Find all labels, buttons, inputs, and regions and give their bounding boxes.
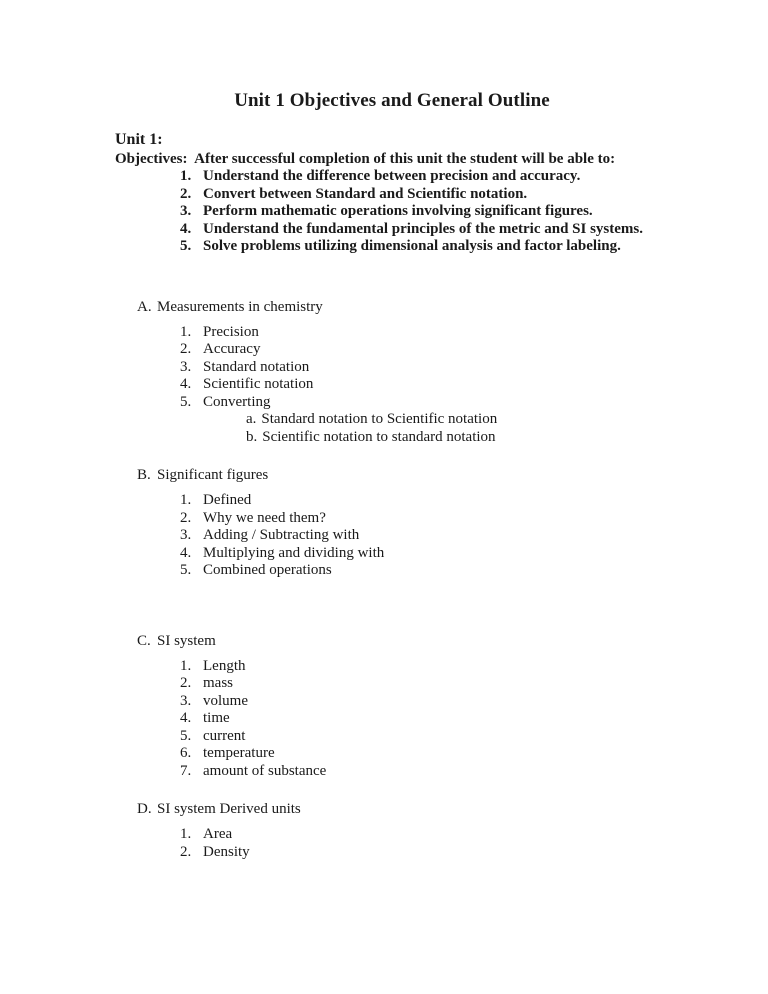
objective-number: 2. (180, 185, 192, 202)
section-label: A. (137, 298, 152, 315)
section-items (115, 492, 688, 580)
objective-item (115, 238, 688, 256)
item-text: temperature (203, 745, 275, 761)
item-number: 5. (180, 393, 192, 410)
outline-item (115, 359, 688, 377)
section-title: SI system Derived units (157, 801, 301, 817)
outline-item (115, 728, 688, 746)
subitem-letter: a. (246, 411, 257, 427)
subitem-text: Scientific notation to standard notation (262, 428, 496, 445)
objective-text: Perform mathematic operations involving significant figures. (203, 203, 593, 219)
item-number: 4. (180, 376, 192, 392)
subitem-text: Standard notation to Scientific notation (261, 411, 498, 427)
item-text: Accuracy (203, 341, 261, 357)
item-text: Standard notation (203, 358, 310, 375)
item-number: 2. (180, 843, 192, 860)
outline-section-a (115, 298, 688, 447)
item-text: Length (203, 657, 246, 674)
outline-item (115, 763, 688, 781)
section-heading (115, 632, 688, 650)
item-text: Adding / Subtracting with (203, 527, 360, 543)
item-text: time (203, 710, 230, 726)
section-title: Measurements in chemistry (157, 298, 323, 315)
item-number: 1. (180, 323, 192, 340)
outline-item (115, 658, 688, 676)
item-text: volume (203, 692, 248, 709)
outline-item (115, 562, 688, 580)
outline-item (115, 675, 688, 693)
outline-subitem (246, 429, 688, 447)
section-heading (115, 800, 688, 818)
outline-item (115, 510, 688, 528)
item-number: 4. (180, 544, 192, 561)
objectives-intro: Objectives: After successful completion of this unit the student will be able to: (115, 151, 616, 167)
item-number: 2. (180, 509, 192, 526)
item-text: amount of substance (203, 762, 327, 779)
subitem-letter: b. (246, 428, 258, 445)
unit-heading: Unit 1: (115, 131, 163, 148)
outline-item (115, 826, 688, 844)
section-label: D. (137, 801, 152, 817)
item-number: 4. (180, 710, 192, 726)
objective-item (115, 186, 688, 204)
section-title: SI system (157, 632, 216, 649)
outline-section-c (115, 632, 688, 781)
item-text: mass (203, 675, 233, 691)
item-text: Precision (203, 323, 259, 340)
objective-text: Understand the fundamental principles of the metric and SI systems. (203, 220, 644, 237)
item-text: Why we need them? (203, 509, 326, 526)
outline-subitem (246, 411, 688, 429)
outline-item (115, 693, 688, 711)
item-text: Area (203, 826, 233, 842)
outline-item (115, 745, 688, 763)
section-heading (115, 466, 688, 484)
objectives-list (115, 168, 688, 256)
outline-item (115, 527, 688, 545)
section-items (115, 324, 688, 447)
item-text: Scientific notation (203, 376, 314, 392)
section-items (115, 826, 688, 861)
item-number: 1. (180, 657, 192, 674)
objective-number: 1. (180, 168, 192, 184)
item-number: 3. (180, 692, 192, 709)
objective-text: Solve problems utilizing dimensional analysis and factor labeling. (203, 238, 621, 254)
objective-number: 3. (180, 203, 192, 219)
item-text: Multiplying and dividing with (203, 544, 385, 561)
item-number: 5. (180, 562, 192, 578)
item-text: Converting (203, 393, 271, 410)
outline-item (115, 341, 688, 359)
item-text: Density (203, 843, 250, 860)
section-label: B. (137, 467, 151, 483)
section-heading (115, 298, 688, 316)
item-number: 7. (180, 762, 192, 779)
item-text: current (203, 727, 246, 744)
outline-item (115, 394, 688, 412)
item-number: 6. (180, 745, 192, 761)
item-number: 3. (180, 358, 192, 375)
page-title: Unit 1 Objectives and General Outline (234, 90, 550, 111)
outline-item (115, 844, 688, 862)
item-number: 1. (180, 826, 192, 842)
outline-section-d (115, 800, 688, 861)
objective-text: Understand the difference between precision and accuracy. (203, 168, 581, 184)
objective-text: Convert between Standard and Scientific notation. (203, 185, 528, 202)
item-text: Defined (203, 492, 252, 508)
objective-item (115, 168, 688, 186)
item-number: 5. (180, 727, 192, 744)
outline-item (115, 324, 688, 342)
section-items (115, 658, 688, 781)
objective-number: 5. (180, 238, 192, 254)
item-text: Combined operations (203, 562, 332, 578)
outline-item (115, 492, 688, 510)
item-number: 1. (180, 492, 192, 508)
section-label: C. (137, 632, 151, 649)
outline-item (115, 710, 688, 728)
objective-number: 4. (180, 220, 192, 237)
item-number: 2. (180, 341, 192, 357)
section-title: Significant figures (157, 467, 269, 483)
objective-item (115, 203, 688, 221)
outline-item (115, 376, 688, 394)
outline-section-b (115, 466, 688, 580)
outline-item (115, 545, 688, 563)
objective-item (115, 221, 688, 239)
item-number: 2. (180, 675, 192, 691)
item-number: 3. (180, 527, 192, 543)
